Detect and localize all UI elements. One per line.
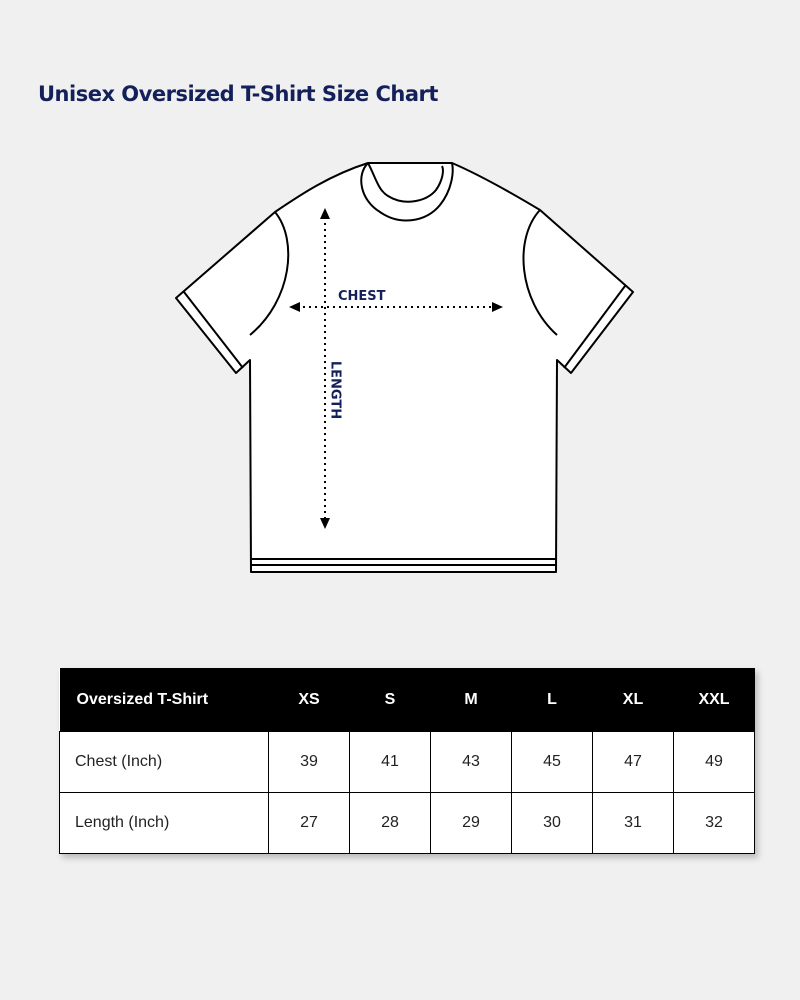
length-label: LENGTH: [327, 360, 343, 420]
table-row: [60, 732, 755, 793]
chest-label: CHEST: [338, 289, 386, 304]
table-cell: 49: [674, 732, 755, 793]
size-header-xs: XS: [269, 668, 350, 732]
table-cell: 31: [593, 793, 674, 854]
table-cell: 45: [512, 732, 593, 793]
table-cell: 32: [674, 793, 755, 854]
size-header-row: [60, 668, 755, 732]
row-label-chest: Chest (Inch): [60, 732, 269, 793]
table-cell: 39: [269, 732, 350, 793]
size-header-xxl: XXL: [674, 668, 755, 732]
table-cell: 30: [512, 793, 593, 854]
table-cell: 28: [350, 793, 431, 854]
table-cell: 43: [431, 732, 512, 793]
size-table: [59, 668, 755, 854]
table-row: [60, 793, 755, 854]
table-cell: 29: [431, 793, 512, 854]
size-header-xl: XL: [593, 668, 674, 732]
table-header-label: Oversized T-Shirt: [60, 668, 269, 732]
size-header-m: M: [431, 668, 512, 732]
table-cell: 27: [269, 793, 350, 854]
size-header-s: S: [350, 668, 431, 732]
page-title: Unisex Oversized T-Shirt Size Chart: [38, 82, 438, 106]
table-cell: 41: [350, 732, 431, 793]
size-header-l: L: [512, 668, 593, 732]
row-label-length: Length (Inch): [60, 793, 269, 854]
table-cell: 47: [593, 732, 674, 793]
